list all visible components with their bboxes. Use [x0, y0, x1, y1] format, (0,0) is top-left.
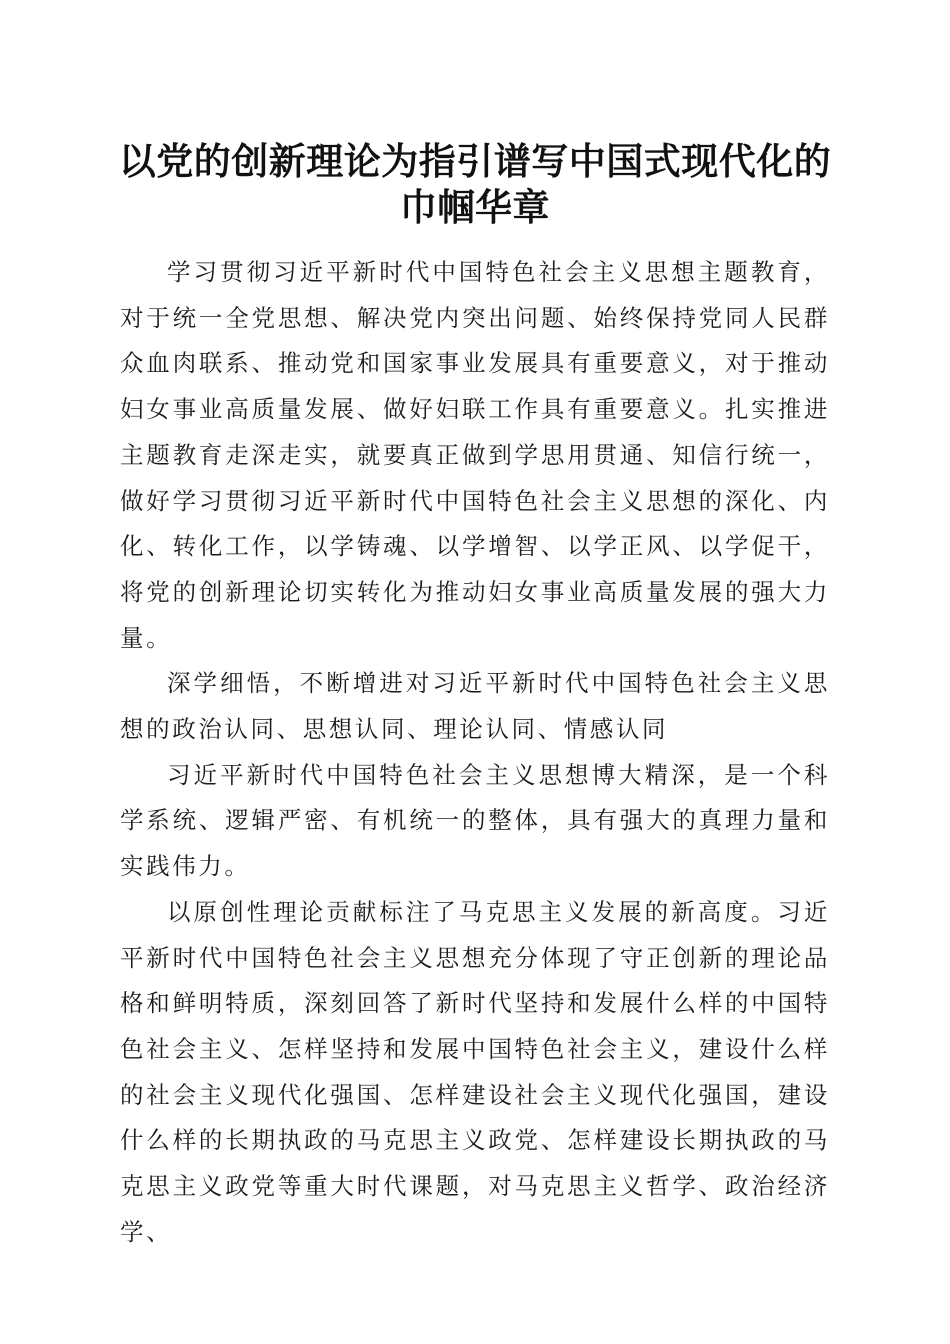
paragraph-section-heading: 深学细悟，不断增进对习近平新时代中国特色社会主义思想的政治认同、思想认同、理论认同、情感认同: [120, 669, 830, 744]
paragraph-thought-overview: 习近平新时代中国特色社会主义思想博大精深，是一个科学系统、逻辑严密、有机统一的整体，具有强大的真理力量和实践伟力。: [120, 760, 830, 881]
document-body: [120, 250, 830, 1255]
paragraph-intro: 学习贯彻习近平新时代中国特色社会主义思想主题教育，对于统一全党思想、解决党内突出问题、始终保持党同人民群众血肉联系、推动党和国家事业发展具有重要意义，对于推动妇女事业高质量发展、做好妇联工作具有重要意义。扎实推进主题教育走深走实，就要真正做到学思用贯通、知信行统一，做好学习贯彻习近平新时代中国特色社会主义思想的深化、内化、转化工作，以学铸魂、以学增智、以学正风、以学促干，将党的创新理论切实转化为推动妇女事业高质量发展的强大力量。: [120, 258, 830, 652]
paragraph-original-contribution: 以原创性理论贡献标注了马克思主义发展的新高度。习近平新时代中国特色社会主义思想充分体现了守正创新的理论品格和鲜明特质，深刻回答了新时代坚持和发展什么样的中国特色社会主义、怎样坚持和发展中国特色社会主义，建设什么样的社会主义现代化强国、怎样建设社会主义现代化强国，建设什么样的长期执政的马克思主义政党、怎样建设长期执政的马克思主义政党等重大时代课题，对马克思主义哲学、政治经济学、: [120, 897, 830, 1246]
document-title: 以党的创新理论为指引谱写中国式现代化的巾帼华章: [118, 139, 832, 229]
